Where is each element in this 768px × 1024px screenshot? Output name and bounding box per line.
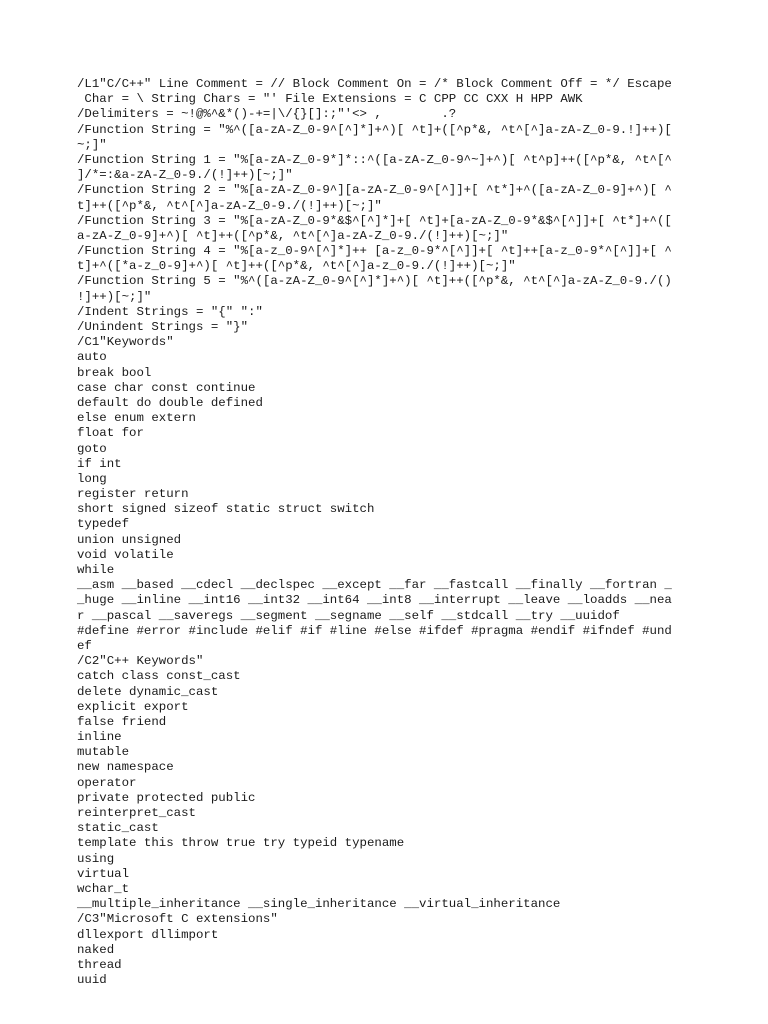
text-line: Char = \ String Chars = "' File Extensions = C CPP CC CXX H HPP AWK [77,92,583,107]
text-line: _huge __inline __int16 __int32 __int64 __int8 __interrupt __leave __loadds __nea [77,593,672,608]
text-line: #define #error #include #elif #if #line #else #ifdef #pragma #endif #ifndef #und [77,623,672,638]
text-line: dllexport dllimport [77,927,219,942]
text-line: ]/*=:&a-zA-Z_0-9./(!]++)[~;]" [77,168,293,183]
text-line: reinterpret_cast [77,806,196,820]
text-line: __asm __based __cdecl __declspec __except __far __fastcall __finally __fortran _ [77,578,672,593]
text-line: /L1"C/C++" Line Comment = // Block Comment On = /* Block Comment Off = */ Escape [77,77,672,91]
text-line: thread [77,957,122,972]
text-line: template this throw true try typeid typename [77,836,405,851]
text-line: __multiple_inheritance __single_inheritance __virtual_inheritance [77,897,561,912]
text-line: /Function String 2 = "%[a-zA-Z_0-9^][a-zA-Z_0-9^[^]]+[ ^t*]+^([a-zA-Z_0-9]+^)[ ^ [77,183,672,198]
text-line: else enum extern [77,411,196,426]
text-line: union unsigned [77,532,182,547]
text-line: /Unindent Strings = "}" [77,320,249,334]
text-line: /C1"Keywords" [77,335,174,350]
text-line: default do double defined [77,395,263,410]
text-line: catch class const_cast [77,669,241,684]
text-line: t]++([^p*&, ^t^[^]a-zA-Z_0-9./(!]++)[~;]" [77,198,382,213]
text-line: mutable [77,745,130,760]
text-line: /Indent Strings = "{" ":" [77,304,263,319]
text-line: /Function String 1 = "%[a-zA-Z_0-9*]*::^([a-zA-Z_0-9^~]+^)[ ^t^p]++([^p*&, ^t^[^ [77,152,672,167]
text-line: typedef [77,517,130,532]
text-line: goto [77,441,107,456]
text-line: inline [77,730,122,745]
text-line: r __pascal __saveregs __segment __segname __self __stdcall __try __uuidof [77,608,620,623]
text-line: t]+^([*a-z_0-9]+^)[ ^t]++([^p*&, ^t^[^]a-z_0-9./(!]++)[~;]" [77,259,516,274]
text-line: uuid [77,973,107,988]
text-line: register return [77,487,189,502]
text-line: /C2"C++ Keywords" [77,654,204,669]
text-line: long [77,471,107,486]
text-line: naked [77,942,115,957]
text-line: /Delimiters = ~!@%^&*()-+=|\/{}[]:;"'<> , .? [77,107,457,122]
text-line: float for [77,426,144,441]
text-line: /Function String 5 = "%^([a-zA-Z_0-9^[^]*]+^)[ ^t]++([^p*&, ^t^[^]a-zA-Z_0-9./() [77,274,672,289]
text-line: case char const continue [77,380,256,395]
text-line: new namespace [77,760,174,775]
text-line: /Function String = "%^([a-zA-Z_0-9^[^]*]+^)[ ^t]+([^p*&, ^t^[^]a-zA-Z_0-9.!]++)[ [77,122,672,137]
text-line: virtual [77,866,130,881]
text-line: break bool [77,365,152,380]
text-line: ef [77,638,92,653]
text-line: wchar_t [77,881,130,896]
text-line: if int [77,456,122,471]
text-line: !]++)[~;]" [77,289,152,304]
text-line: private protected public [77,790,256,805]
text-line: ~;]" [77,137,107,152]
text-line: using [77,851,115,866]
text-line: false friend [77,714,167,729]
text-line: static_cast [77,821,159,836]
text-line: operator [77,775,137,790]
text-line: short signed sizeof static struct switch [77,502,375,517]
syntax-definition-document [77,77,695,988]
text-line: /Function String 3 = "%[a-zA-Z_0-9*&$^[^]*]+[ ^t]+[a-zA-Z_0-9*&$^[^]]+[ ^t*]+^([ [77,213,672,228]
text-line: delete dynamic_cast [77,684,219,699]
text-line: void volatile [77,547,174,562]
text-line: explicit export [77,699,189,714]
text-line: /C3"Microsoft C extensions" [77,912,278,927]
text-line: while [77,563,115,577]
text-line: a-zA-Z_0-9]+^)[ ^t]++([^p*&, ^t^[^]a-zA-Z_0-9./(!]++)[~;]" [77,228,509,243]
text-line: /Function String 4 = "%[a-z_0-9^[^]*]++ [a-z_0-9*^[^]]+[ ^t]++[a-z_0-9*^[^]]+[ ^ [77,244,672,259]
text-line: auto [77,350,107,365]
